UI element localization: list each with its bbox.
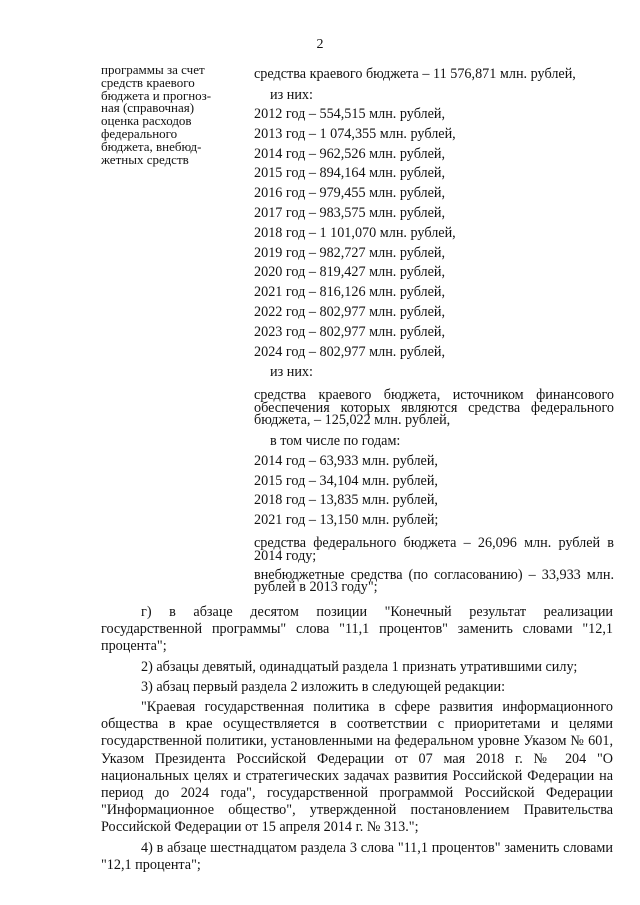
position-label-line: ная (справочная) bbox=[101, 100, 195, 116]
year-amount: 2021 год – 816,126 млн. рублей, bbox=[254, 284, 446, 301]
position-label-line: федерального bbox=[101, 125, 178, 141]
funding-details bbox=[254, 64, 614, 598]
year-amount: 2014 год – 63,933 млн. рублей, bbox=[254, 452, 438, 469]
year-amount: 2013 год – 1 074,355 млн. рублей, bbox=[254, 125, 456, 142]
regional-budget-total: средства краевого бюджета – 11 576,871 млн. рублей, bbox=[254, 66, 576, 82]
amendment-text bbox=[101, 604, 613, 877]
paragraph: "Краевая государственная политика в сфере развития информационного общества в крае осуществляется в соответствии с приоритетами и целями государственной политики, установленными на федеральном уровне Указом № 601, Указом Президента Российской Федерации от 07 мая 2018 г. № 204 "О национальных целях и стратегических задачах развития Российской Федерации на период до 2024 года", государственной программой Российской Федерации "Информационное общество", утвержденной постановлением Правительства Российской Федерации от 15 апреля 2014 г. № 313."; bbox=[101, 699, 613, 836]
year-amount: 2015 год – 894,164 млн. рублей, bbox=[254, 165, 446, 182]
year-amount: 2022 год – 802,977 млн. рублей, bbox=[254, 303, 446, 320]
position-label-line: жетных средств bbox=[101, 151, 189, 167]
year-amount: 2015 год – 34,104 млн. рублей, bbox=[254, 472, 438, 489]
year-amount: 2020 год – 819,427 млн. рублей, bbox=[254, 264, 446, 281]
position-label-line: оценка расходов bbox=[101, 113, 192, 129]
year-amount: 2017 год – 983,575 млн. рублей, bbox=[254, 204, 446, 221]
paragraph: 2) абзацы девятый, одинадцатый раздела 1 признать утратившими силу; bbox=[141, 658, 578, 675]
of-them-heading: из них: bbox=[270, 364, 313, 381]
year-amount: 2023 год – 802,977 млн. рублей, bbox=[254, 323, 446, 340]
position-label-line: средств краевого bbox=[101, 74, 195, 90]
by-years-heading: в том числе по годам: bbox=[270, 433, 401, 450]
of-them-heading: из них: bbox=[270, 86, 313, 103]
year-amount: 2019 год – 982,727 млн. рублей, bbox=[254, 244, 446, 261]
year-amount: 2012 год – 554,515 млн. рублей, bbox=[254, 106, 446, 122]
year-amount: 2014 год – 962,526 млн. рублей, bbox=[254, 145, 446, 162]
federal-budget-funds: средства федерального бюджета – 26,096 млн. рублей в 2014 году; bbox=[254, 534, 614, 564]
year-amount: 2018 год – 13,835 млн. рублей, bbox=[254, 492, 438, 509]
position-label-line: бюджета, внебюд- bbox=[101, 138, 202, 154]
paragraph: 4) в абзаце шестнадцатом раздела 3 слова "11,1 процентов" заменить словами "12,1 процента"; bbox=[101, 839, 613, 873]
position-label-line: программы за счет bbox=[101, 62, 205, 77]
year-amount: 2016 год – 979,455 млн. рублей, bbox=[254, 185, 446, 202]
extra-budget-funds: внебюджетные средства (по согласованию) – 33,933 млн. рублей в 2013 году"; bbox=[254, 566, 614, 596]
paragraph: г) в абзаце десятом позиции "Конечный результат реализации государственной программы" слова "11,1 процентов" заменить словами "12,1 процента"; bbox=[101, 604, 613, 655]
position-label-line: бюджета и прогноз- bbox=[101, 87, 212, 103]
page-number: 2 bbox=[316, 37, 324, 52]
position-label bbox=[101, 64, 236, 166]
federal-source-funds: средства краевого бюджета, источником финансового обеспечения которых являются средства федерального бюджета, – 125,022 млн. рублей, bbox=[254, 386, 614, 429]
year-amount: 2018 год – 1 101,070 млн. рублей, bbox=[254, 224, 456, 241]
paragraph: 3) абзац первый раздела 2 изложить в следующей редакции: bbox=[141, 678, 506, 695]
year-amount: 2024 год – 802,977 млн. рублей, bbox=[254, 343, 446, 360]
year-amount: 2021 год – 13,150 млн. рублей; bbox=[254, 512, 439, 529]
